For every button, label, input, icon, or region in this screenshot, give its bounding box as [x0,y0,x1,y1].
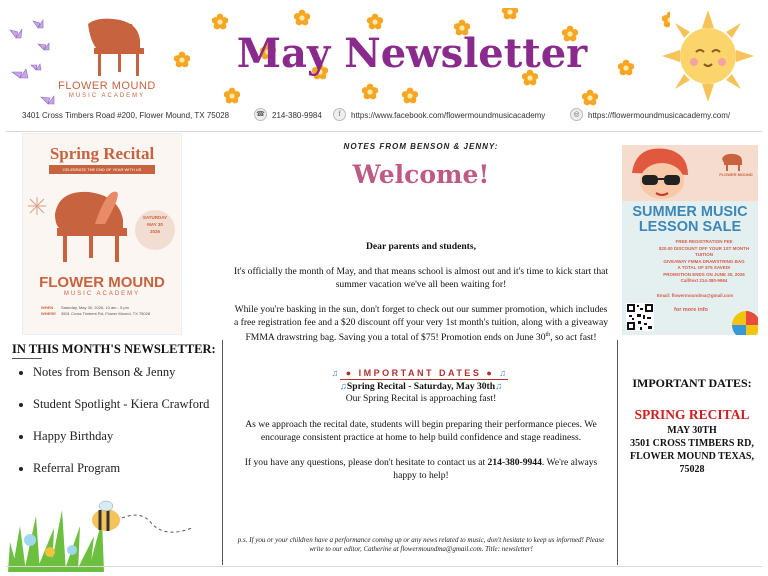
paragraph-practice: As we approach the recital date, students will begin preparing their performance pieces. We encourage consistent practice at home to help build confidence and stage readiness. [245,419,597,443]
promo-details: FREE REGISTRATION FEE $20.00 DISCOUNT OFF YOUR 1ST MONTH TUITION GIVEAWAY FMMA DRAWSTRING BAG A TOTAL OF $75 SAVED! PROMOTION ENDS ON JUNE 30, 2026 Call/text 214-380-9984 [658,239,750,283]
paragraph-intro: It's officially the month of May, and that means school is almost out and it's time to kick start that summer vacation we've all been waiting for! [233,266,609,290]
right-recital-details: MAY 30TH 3501 CROSS TIMBERS RD, FLOWER MOUND TEXAS, 75028 [630,425,754,475]
newsletter-title: May Newsletter [236,30,588,77]
music-note-icon: ♫ [499,368,509,378]
recital-line: ♫Spring Recital - Saturday, May 30th♫ [339,381,503,392]
sun-icon [660,8,756,104]
grass-bee-decoration [6,496,206,572]
promo-logo-icon [720,151,746,171]
snowflake-icon [27,196,47,216]
website-link[interactable]: https://flowermoundmusicacademy.com/ [588,111,731,120]
phone-text: 214-380-9984 [272,111,322,120]
address-text: 3401 Cross Timbers Road #200, Flower Mound, TX 75028 [22,111,230,120]
contact-phone: 214-380-9944 [487,457,542,468]
postscript: p.s. If you or your children have a performance coming up or any news related to music, don't hesitate to keep us informed! Please write to our editor, Catherine at flowermoundma@gmail.com. Title: newsletter! [237,536,605,553]
paragraph-contact: If you have any questions, please don't hesitate to contact us at 214-380-9944. We're always happy to help! [244,457,598,481]
spring-recital-poster [22,133,182,335]
column-divider-right [617,340,618,565]
poster-org: FLOWER MOUND [39,274,165,291]
list-item: • Happy Birthday [33,428,223,444]
heading-underline [12,358,42,359]
promo-email: Email: flowermoundma@gmail.com [656,293,734,298]
phone-icon: ☎ [254,108,267,121]
list-item: • Student Spotlight - Kiera Crawford [33,396,223,412]
right-recital-title: SPRING RECITAL [634,407,750,422]
grand-piano-icon [49,184,135,266]
music-note-icon: ♫ [495,381,503,392]
poster-org-sub: MUSIC ACADEMY [63,291,141,297]
in-this-month-heading: IN THIS MONTH'S NEWSLETTER: [12,342,216,356]
facebook-icon: f [333,108,346,121]
facebook-link[interactable]: https://www.facebook.com/flowermoundmusicacademy [351,111,546,120]
newsletter-contents-list [18,364,223,492]
beach-ball-icon [726,309,758,335]
summer-sale-poster [622,145,758,335]
promo-logo-text: FLOWER MOUND [719,172,753,177]
poster-date: SATURDAY MAY 30 2026 [142,215,168,234]
poster-title: Spring Recital [49,144,155,163]
right-important-heading: IMPORTANT DATES: [632,376,752,390]
footer-divider [6,566,762,567]
logo-name: FLOWER MOUND [58,80,156,92]
promo-title: SUMMER MUSIC LESSON SALE [632,204,748,235]
music-note-icon: ♫ [339,381,347,392]
ladybug-icon: ● [345,368,354,378]
ladybug-icon: ● [486,368,495,378]
recital-subtext: Our Spring Recital is approaching fast! [345,393,497,404]
list-item: • Notes from Benson & Jenny [33,364,223,380]
welcome-heading: Welcome! [352,160,490,189]
qr-code-icon[interactable] [626,303,654,331]
logo-subtitle: MUSIC ACADEMY [68,93,146,99]
music-note-icon: ♫ [331,368,341,378]
promo-more-info: for more info [674,307,708,313]
girl-with-sunglasses-icon [626,145,696,203]
list-item: • Referral Program [33,460,223,476]
important-dates-heading: ♫ ● IMPORTANT DATES ● ♫ [331,368,509,378]
header-divider [6,131,762,132]
paragraph-promotion: While you're basking in the sun, don't forget to check out our summer promotion, which includes a free registration fee and a $20 discount off your very 1st month's tuition, along with a giveaway FMMA drawstring bag. Saving you a total of $75! Promotion ends on June 30th, so act fast! [233,304,608,344]
globe-icon: ◎ [570,108,583,121]
poster-info: WHEN Saturday, May 30, 2026, 10 am - 5 pm WHERE 3501 Cross Timbers Rd, Flower Mound, TX 75028 [41,305,151,316]
notes-heading: NOTES FROM BENSON & JENNY: [343,142,499,151]
poster-band: CELEBRATE THE END OF YEAR WITH US [49,165,155,174]
greeting: Dear parents and students, [366,241,476,252]
